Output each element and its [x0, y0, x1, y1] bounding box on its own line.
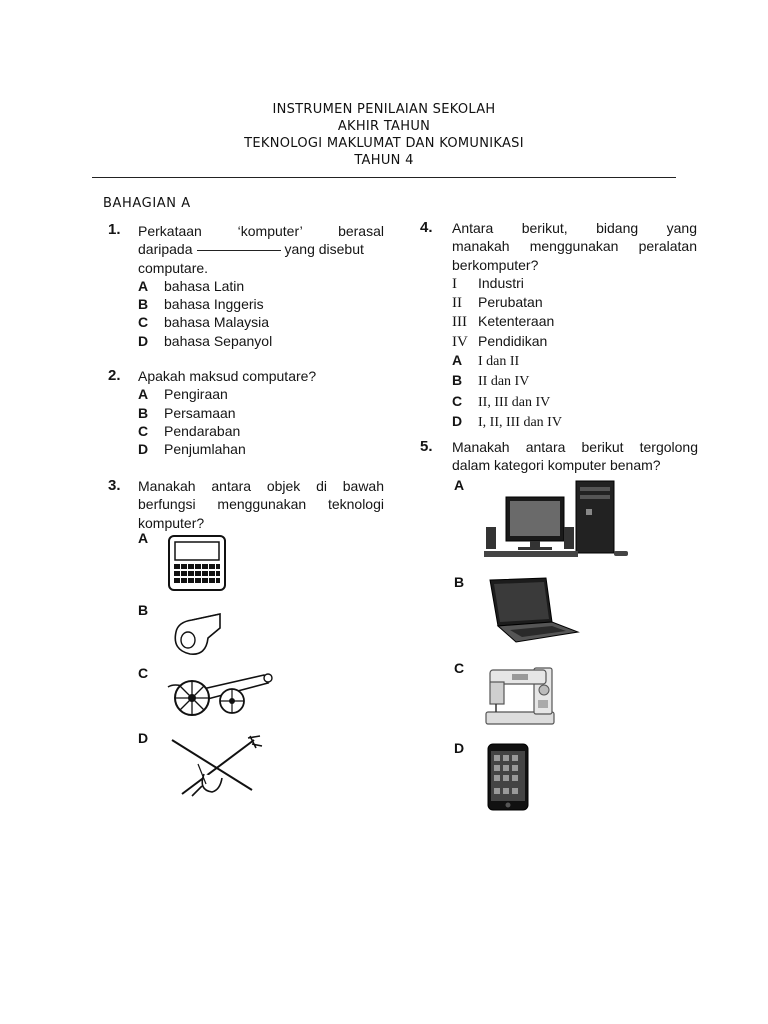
laptop-icon [486, 576, 582, 644]
question-number: 4. [420, 219, 433, 236]
question-4 [420, 219, 700, 430]
cannon-icon [164, 665, 274, 719]
question-stem-line: daripada yang disebut [138, 241, 364, 258]
header-school-assessment: INSTRUMEN PENILAIAN SEKOLAH [272, 102, 496, 117]
question-stem-line: Apakah maksud computare? [138, 368, 317, 384]
option-a[interactable]: A Pengiraan [138, 386, 228, 403]
option-d[interactable]: D Penjumlahan [138, 441, 246, 458]
whistle-icon [168, 606, 224, 658]
header-divider [92, 177, 676, 178]
question-stem-line: dalam kategori komputer benam? [452, 457, 661, 474]
question-number: 1. [108, 221, 121, 238]
option-d[interactable]: D [454, 740, 554, 812]
section-title: BAHAGIAN A [103, 196, 191, 211]
option-c[interactable]: C Pendaraban [138, 422, 241, 439]
question-stem-line: berfungsi menggunakan teknologi [138, 496, 384, 513]
question-number: 3. [108, 477, 121, 494]
option-b[interactable]: B II dan IV [452, 372, 530, 390]
option-b[interactable]: B Persamaan [138, 404, 236, 421]
option-c[interactable]: C bahasa Malaysia [138, 314, 270, 331]
option-c[interactable]: C [454, 660, 574, 730]
desktop-computer-icon [480, 479, 632, 559]
calculator-icon [167, 534, 227, 592]
option-b[interactable]: B [138, 602, 238, 658]
option-a[interactable]: A [454, 477, 634, 559]
option-b[interactable]: B [454, 574, 584, 644]
question-stem-line: Perkataan ‘komputer’ berasal [138, 223, 384, 239]
header-year: TAHUN 4 [354, 153, 414, 168]
question-stem-line: komputer? [138, 514, 205, 531]
question-number: 5. [420, 438, 433, 455]
answer-blank [197, 250, 281, 251]
header-subject: TEKNOLOGI MAKLUMAT DAN KOMUNIKASI [244, 136, 524, 151]
smartphone-icon [486, 742, 530, 812]
question-stem-line: Antara berikut, bidang yang [452, 220, 697, 236]
question-2 [108, 367, 384, 459]
question-3 [108, 477, 384, 533]
question-stem-line: manakah menggunakan peralatan [452, 238, 697, 255]
option-a[interactable]: A [138, 530, 238, 592]
list-item: IV Pendidikan [452, 332, 548, 350]
option-a[interactable]: A I dan II [452, 352, 520, 370]
list-item: I Industri [452, 274, 524, 292]
list-item: III Ketenteraan [452, 313, 555, 331]
option-b[interactable]: B bahasa Inggeris [138, 296, 264, 313]
document-header [0, 101, 768, 169]
question-stem-line: Manakah antara objek di bawah [138, 478, 384, 494]
option-a[interactable]: A bahasa Latin [138, 277, 245, 294]
question-number: 2. [108, 367, 121, 384]
list-item: II Perubatan [452, 294, 543, 312]
bow-arrow-icon [168, 734, 264, 800]
question-stem-line: Manakah antara berikut tergolong [452, 439, 698, 455]
question-stem-line: berkomputer? [452, 256, 539, 273]
question-1 [108, 222, 384, 352]
sewing-machine-icon [484, 664, 558, 728]
option-d[interactable]: D I, II, III dan IV [452, 412, 562, 430]
option-c[interactable]: C II, III dan IV [452, 392, 551, 410]
option-d[interactable]: D bahasa Sepanyol [138, 332, 273, 349]
question-5 [420, 438, 700, 478]
header-exam-type: AKHIR TAHUN [337, 119, 431, 134]
question-stem-line: computare. [138, 259, 209, 276]
option-d[interactable]: D [138, 730, 278, 800]
option-c[interactable]: C [138, 665, 278, 721]
